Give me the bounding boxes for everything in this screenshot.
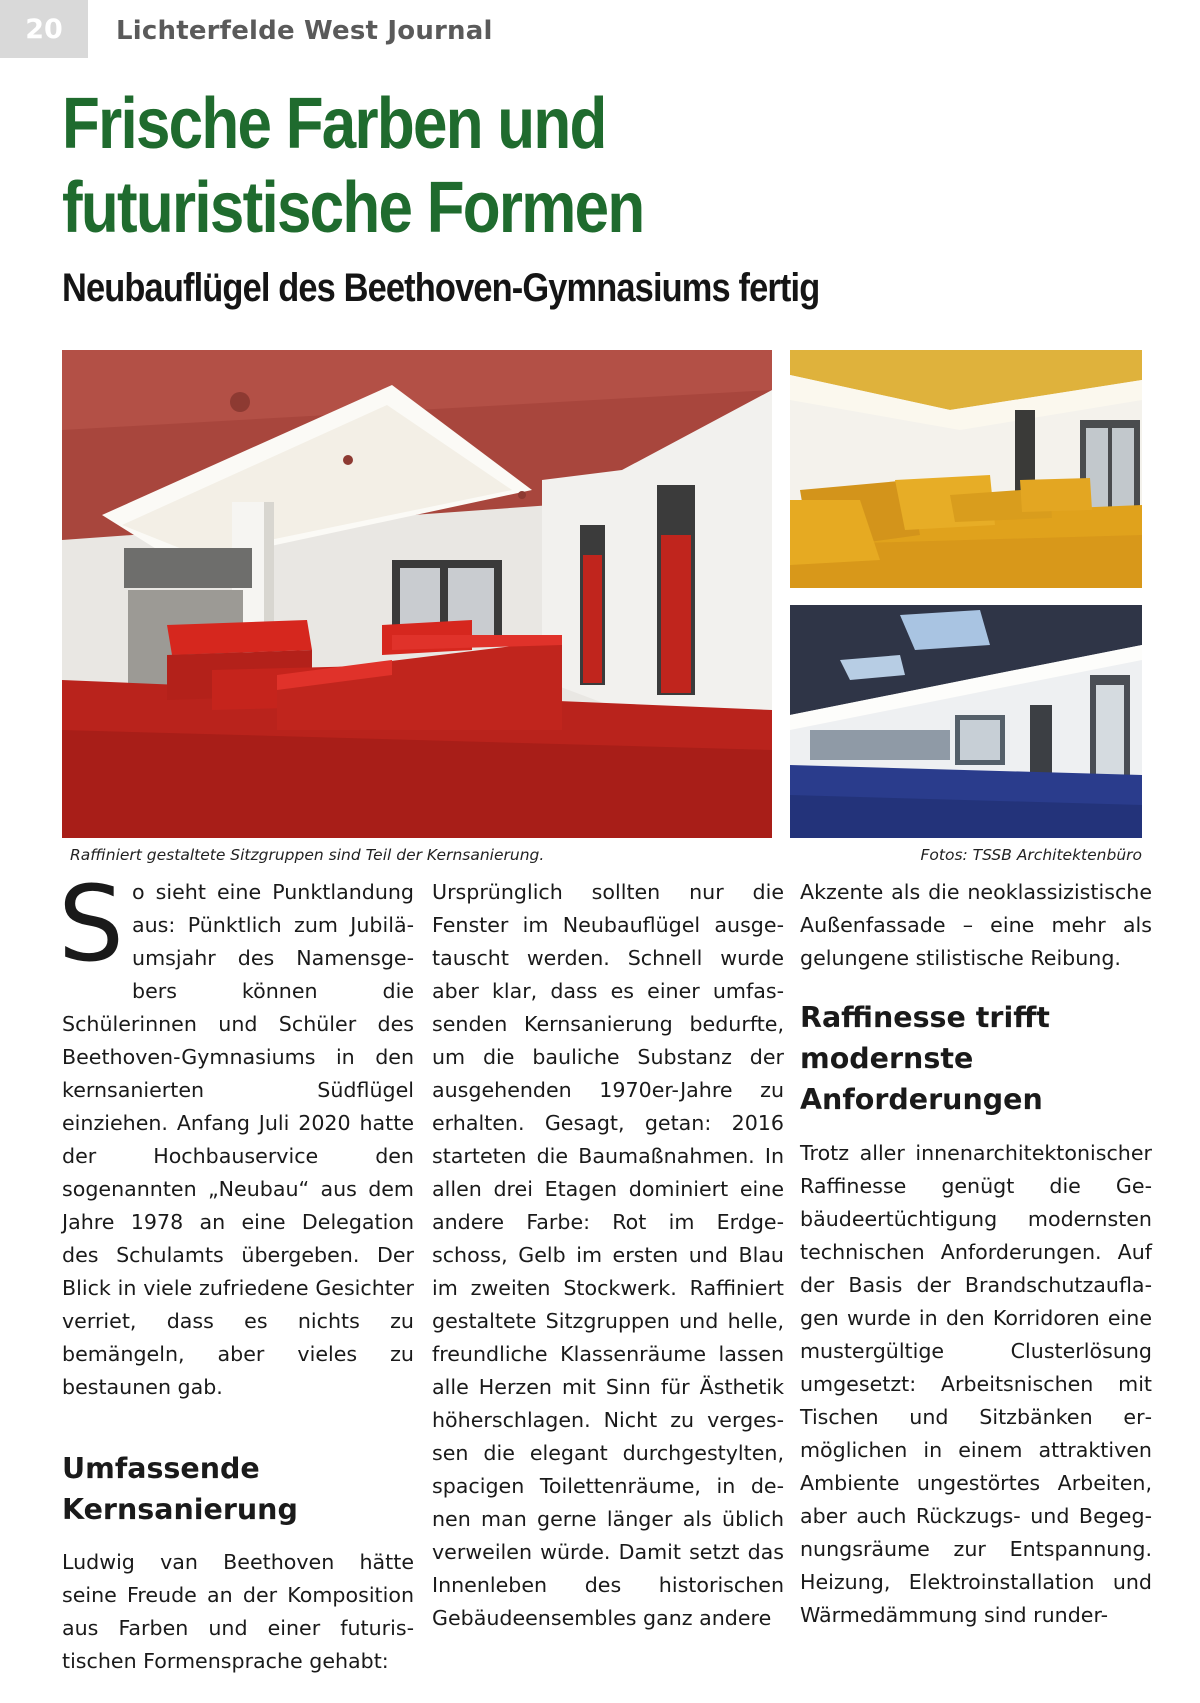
photo-yellow-corridor [790,350,1142,588]
photo-caption: Raffiniert gestaltete Sitzgruppen sind Teil der Kernsanierung. [70,846,545,864]
article-column-2 [432,876,784,1635]
journal-name: Lichterfelde West Journal [116,16,493,46]
photo-credit: Fotos: TSSB Architektenbüro [920,846,1142,864]
headline-line-2: futuristische Formen [62,168,644,248]
intro-paragraph-text: o sieht eine Punktlandung aus: Pünktlich zum Jubiläumsjahr des Namensgebers können die Schülerinnen und Schüler des Beethoven-Gymnasiums in den kernsanierten Südflügel einziehen. Anfang Juli 2020 hatte der Hochbauservice den sogenannten „Neubau“ aus dem Jahre 1978 an eine Delegation des Schulamts übergeben. Der Blick in viele zufriedene Gesichter verriet, dass es nichts zu bemängeln, aber vieles zu bestaunen gab. [62,880,414,1399]
intro-paragraph [58,863,414,1404]
section-heading-raffinesse: Raffinesse trifft modernste Anforderungen [800,1001,1050,1116]
body-paragraph-4: Akzente als die neoklassizistische Außenfassade – eine mehr als gelungene stilistische Reibung. [800,880,1152,970]
photo-red-seating-image [62,350,772,838]
section-heading-kernsanierung: Umfassende Kernsanierung [62,1452,298,1526]
photo-red-seating [62,350,772,838]
photo-yellow-corridor-image [790,350,1142,588]
headline-line-1: Frische Farben und [62,84,606,164]
body-paragraph-5: Trotz aller innenarchitektonischer Raffinesse genügt die Gebäudeertüchtigung modernsten technischen Anforderungen. Auf der Basis der Brandschutzauflagen wurde in den Korridoren eine mustergültige Clusterlösung umgesetzt: Arbeitsnischen mit Tischen und Sitzbänken ermöglichen in einem attraktiven Ambiente ungestörtes Arbeiten, aber auch Rückzugs- und Begegnungsräume zur Entspannung. Heizung, Elektroinstallation und Wärmedämmung sind runder- [800,1141,1152,1627]
article-column-1 [58,863,414,1678]
page-number: 20 [0,0,88,58]
body-paragraph-3: Ursprünglich sollten nur die Fenster im Neubauflügel ausgetauscht werden. Schnell wurde aber klar, dass es einer umfassenden Kernsanierung bedurfte, um die bauliche Substanz der ausgehenden 1970er-Jahre zu erhalten. Gesagt, getan: 2016 starteten die Baumaßnahmen. In allen drei Etagen dominiert eine andere Farbe: Rot im Erdgeschoss, Gelb im ersten und Blau im zweiten Stockwerk. Raffiniert gestaltete Sitzgruppen und helle, freundliche Klassenräume lassen alle Herzen mit Sinn für Ästhetik höherschlagen. Nicht zu vergessen die elegant durchgestylten, spacigen Toilettenräume, in denen man gerne länger als üblich verweilen würde. Damit setzt das Innenleben des historischen Gebäudeensembles ganz andere [432,880,784,1630]
article-headline [62,82,836,250]
page-header [0,0,1200,58]
drop-cap: S [58,863,125,985]
article-subheadline: Neubauflügel des Beethoven-Gymnasiums fertig [62,266,820,310]
body-paragraph-2: Ludwig van Beethoven hätte seine Freude an der Komposition aus Farben und einer futuristischen Formensprache gehabt: [62,1550,414,1673]
photo-blue-corridor [790,605,1142,838]
photo-blue-corridor-image [790,605,1142,838]
article-column-3 [800,876,1152,1632]
